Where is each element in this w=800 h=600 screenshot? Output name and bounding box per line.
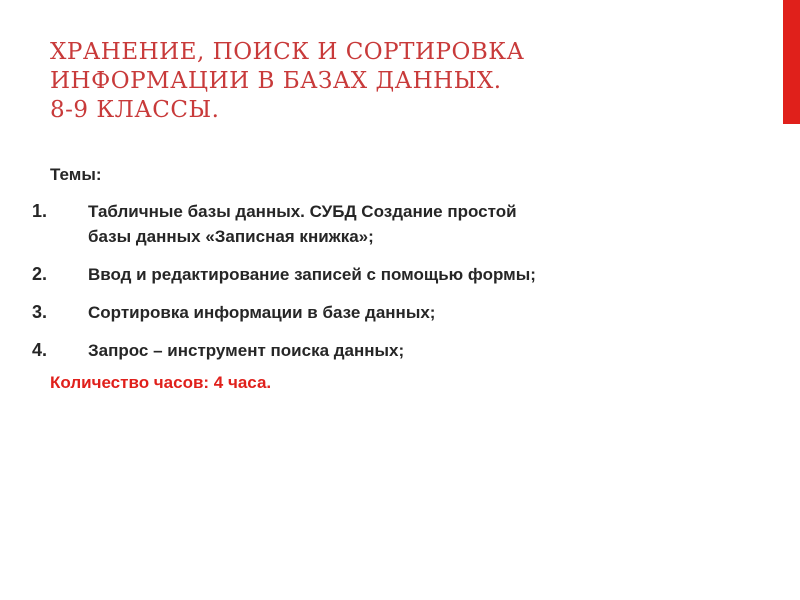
accent-bar <box>783 0 800 124</box>
topics-list <box>32 199 732 363</box>
topic-number: 1. <box>32 201 48 221</box>
title-line-3: 8-9 КЛАССЫ. <box>50 97 220 123</box>
title-line-2: ИНФОРМАЦИИ В БАЗАХ ДАННЫХ. <box>50 68 502 94</box>
topic-number: 4. <box>32 340 48 360</box>
slide-content <box>32 164 732 394</box>
hours-text: Количество часов: 4 часа. <box>50 373 272 392</box>
title-line-1: ХРАНЕНИЕ, ПОИСК И СОРТИРОВКА <box>50 39 525 65</box>
topic-item-3 <box>32 300 732 325</box>
topic-item-4 <box>32 338 732 363</box>
topic-text: Сортировка информации в базе данных; <box>88 303 436 322</box>
topic-number: 2. <box>32 264 48 284</box>
topic-item-2 <box>32 262 732 287</box>
topic-text: Ввод и редактирование записей с помощью формы; <box>88 265 536 284</box>
topic-item-1 <box>32 199 732 249</box>
topic-text: Запрос – инструмент поиска данных; <box>88 341 405 360</box>
topic-text: базы данных «Записная книжка»; <box>88 227 374 246</box>
slide-title <box>50 38 750 125</box>
topics-label: Темы: <box>50 165 102 184</box>
topic-number: 3. <box>32 302 48 322</box>
topic-text: Табличные базы данных. СУБД Создание простой <box>88 202 517 221</box>
